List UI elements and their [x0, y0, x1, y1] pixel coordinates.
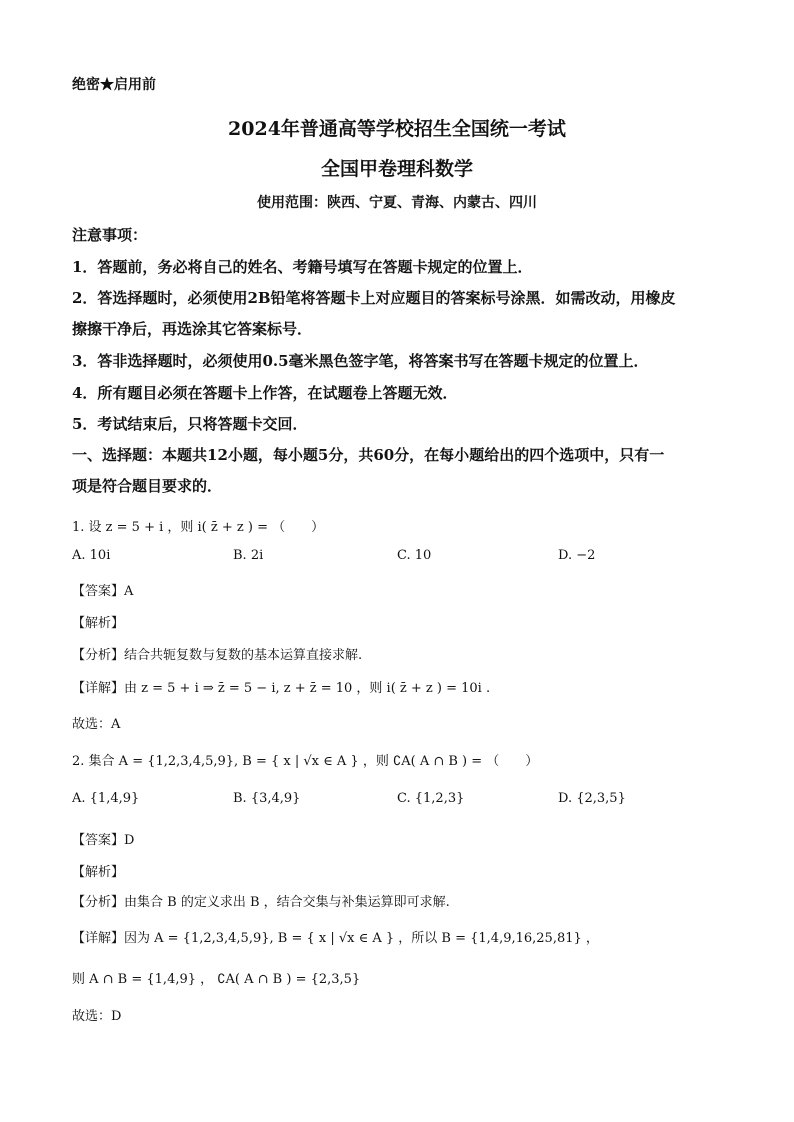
question-2-option-b: B. {3,4,9} — [233, 791, 301, 806]
question-2-option-a: A. {1,4,9} — [72, 791, 140, 806]
question-2-detail-cont: 则 A ∩ B = {1,4,9} ， ∁A( A ∩ B ) = {2,3,5} — [72, 972, 361, 987]
question-1-option-c: C. 10 — [397, 548, 432, 563]
note-item-1: 1．答题前，务必将自己的姓名、考籍号填写在答题卡规定的位置上． — [72, 258, 533, 276]
question-1-option-d: D. −2 — [558, 548, 596, 563]
note-item-2: 2．答选择题时，必须使用2B铅笔将答题卡上对应题目的答案标号涂黑．如需改动，用橡皮 — [72, 289, 676, 307]
question-2-option-c: C. {1,2,3} — [397, 791, 465, 806]
note-item-3: 3．答非选择题时，必须使用0.5毫米黑色签字笔，将答案书写在答题卡规定的位置上． — [72, 352, 649, 370]
question-1-stem: 1. 设 z = 5 + i ，则 i( z̄ + z ) = （ ） — [72, 520, 325, 535]
usage-scope: 使用范围：陕西、宁夏、青海、内蒙古、四川 — [257, 195, 537, 211]
note-item-2-cont: 擦擦干净后，再选涂其它答案标号． — [72, 320, 313, 338]
question-1-option-b: B. 2i — [233, 548, 264, 563]
section-heading: 一、选择题：本题共12小题，每小题5分，共60分，在每小题给出的四个选项中，只有一 — [72, 446, 665, 464]
question-1-analysis: 【分析】结合共轭复数与复数的基本运算直接求解. — [72, 648, 363, 663]
exam-title: 2024年普通高等学校招生全国统一考试 — [228, 118, 566, 140]
question-2-choice: 故选：D — [72, 1009, 122, 1024]
notes-heading: 注意事项： — [72, 226, 148, 244]
question-2-answer: 【答案】D — [72, 833, 135, 848]
question-2-analysis: 【分析】由集合 B 的定义求出 B ，结合交集与补集运算即可求解. — [72, 895, 450, 910]
question-1-answer: 【答案】A — [72, 584, 134, 599]
note-item-4: 4．所有题目必须在答题卡上作答，在试题卷上答题无效． — [72, 384, 458, 402]
question-1-option-a: A. 10i — [72, 548, 111, 563]
question-1-jiexi: 【解析】 — [72, 616, 125, 631]
note-item-5: 5．考试结束后，只将答题卡交回． — [72, 415, 308, 433]
confidential-label: 绝密★启用前 — [72, 77, 156, 93]
question-1-choice: 故选：A — [72, 717, 121, 732]
section-heading-cont: 项是符合题目要求的． — [72, 477, 223, 495]
question-2-jiexi: 【解析】 — [72, 865, 125, 880]
exam-subtitle: 全国甲卷理科数学 — [320, 158, 473, 180]
question-2-stem: 2. 集合 A = {1,2,3,4,5,9}, B = { x | √x ∈ A } ，则 ∁A( A ∩ B ) = （ ） — [72, 754, 539, 769]
question-2-option-d: D. {2,3,5} — [558, 791, 626, 806]
question-1-detail: 【详解】由 z = 5 + i ⇒ z̄ = 5 − i, z + z̄ = 10 ，则 i( z̄ + z ) = 10i . — [72, 681, 491, 696]
question-2-detail: 【详解】因为 A = {1,2,3,4,5,9}, B = { x | √x ∈ A } ，所以 B = {1,4,9,16,25,81} ， — [72, 931, 599, 946]
